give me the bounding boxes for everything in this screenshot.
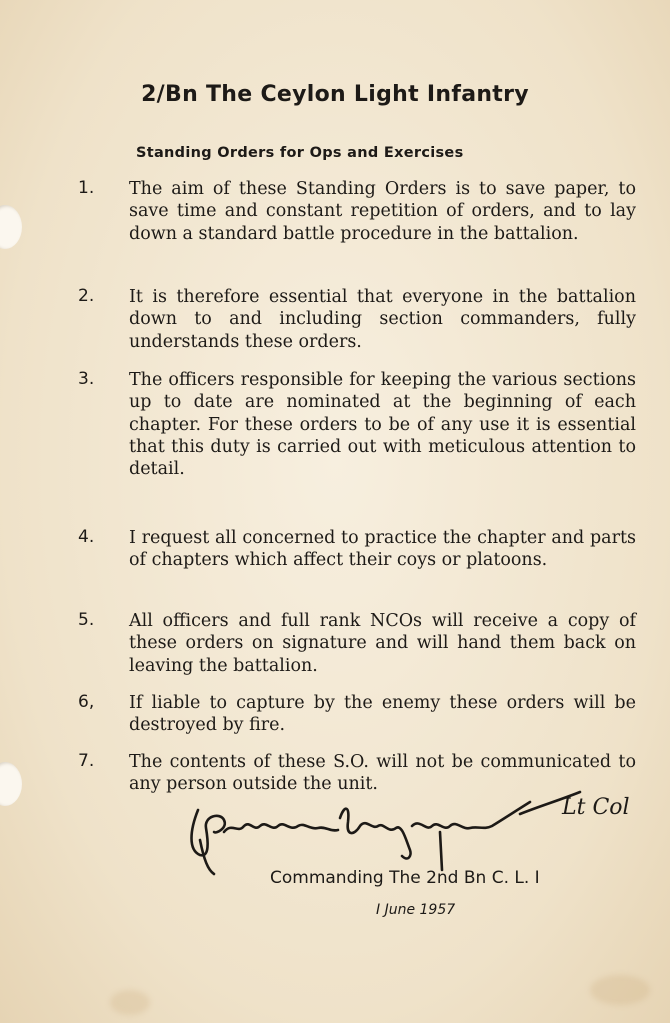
item-text: It is therefore essential that everyone in the battalion down to and including section commanders, fully understands these orders. <box>129 287 636 352</box>
item-text: The aim of these Standing Orders is to save paper, to save time and constant repetition of orders, and to lay down a standard battle procedure in the battalion. <box>129 179 636 244</box>
item-number: 2. <box>78 286 95 306</box>
item-number: 6, <box>78 692 95 712</box>
item-number: 4. <box>78 527 95 547</box>
item-text: The officers responsible for keeping the various sections up to date are nominated at the beginning of each chapter. For these orders to be of any use it is essential that this duty is carried out with meticulous attention to detail. <box>129 370 636 480</box>
punch-hole-bottom <box>0 762 22 806</box>
item-text: The contents of these S.O. will not be communicated to any person outside the unit. <box>129 752 636 795</box>
item-text: All officers and full rank NCOs will receive a copy of these orders on signature and will hand them back on leaving the battalion. <box>129 611 636 676</box>
item-number: 7. <box>78 751 95 771</box>
document-title: 2/Bn The Ceylon Light Infantry <box>141 82 529 107</box>
handwritten-signature <box>180 770 660 880</box>
signature-rank: Lt Col <box>562 795 630 820</box>
punch-hole-top <box>0 205 22 249</box>
item-number: 3. <box>78 369 95 389</box>
item-text: I request all concerned to practice the chapter and parts of chapters which affect their coys or platoons. <box>129 528 636 571</box>
document-subtitle: Standing Orders for Ops and Exercises <box>136 145 464 161</box>
document-date: I June 1957 <box>376 902 456 918</box>
item-number: 5. <box>78 610 95 630</box>
item-number: 1. <box>78 178 95 198</box>
paper-stain <box>590 975 650 1005</box>
paper-stain <box>110 990 150 1015</box>
signature-title: Commanding The 2nd Bn C. L. I <box>270 868 540 888</box>
item-text: If liable to capture by the enemy these orders will be destroyed by fire. <box>129 693 636 736</box>
